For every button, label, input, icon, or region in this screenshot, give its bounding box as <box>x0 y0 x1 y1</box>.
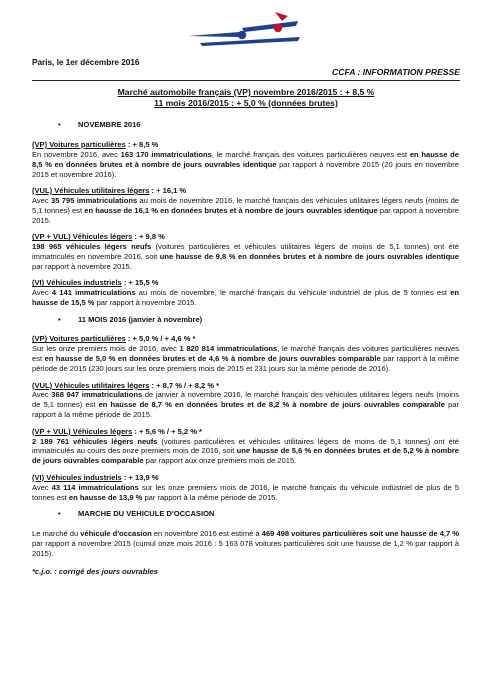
block-heading: (VUL) Véhicules utilitaires légers : + 8,7 % / + 8,2 % * <box>32 380 220 390</box>
section-heading-occasion: • MARCHE DU VEHICULE D'OCCASION <box>60 509 459 519</box>
block-11m-vul: (VUL) Véhicules utilitaires légers : + 8,7 % / + 8,2 % * Avec 368 947 immatriculations de janvier à novembre 2016, le marché français des véhicules utilitaires légers neufs (moins de 5,1 tonnes) est en hausse de 8,7 % en données brutes et de 8,2 % à nombre de jours ouvrables comparable par rapport à la même période de 2015. <box>32 380 459 420</box>
ccfa-logo <box>180 6 315 51</box>
section-heading-11-mois: • 11 MOIS 2016 (janvier à novembre) <box>60 315 459 325</box>
block-heading: (VP + VUL) Véhicules légers : + 5,6 % / + 5,2 % * <box>32 426 202 436</box>
block-11m-vp: (VP) Voitures particulières : + 5,0 % / + 4,6 % * Sur les onze premiers mois de 2016, avec 1 820 814 immatriculations, le marché français des voitures particulières neuves est en hausse de 5,0 % en données brutes et de 4,6 % à nombre de jours ouvrables comparable par rapport à la même période de 2015 (230 jours sur les onze premiers mois de 2015 et 231 jours sur la même période de 2016). <box>32 334 459 374</box>
block-heading: (VP + VUL) Véhicules légers : + 9,8 % <box>32 232 165 242</box>
press-body <box>32 120 459 577</box>
block-nov-vpvul: (VP + VUL) Véhicules légers : + 9,8 % 198 965 véhicules légers neufs (voitures particulières et véhicules utilitaires légers de moins de 5,1 tonnes) ont été immatriculés en novembre 2016, soit une hausse de 9,8 % en données brutes et à nombre de jours ouvrables identique par rapport à novembre 2015. <box>32 232 459 271</box>
title-line-2: 11 mois 2016/2015 : + 5,0 % (données brutes) <box>154 98 338 108</box>
header-divider <box>32 80 460 81</box>
block-11m-vi: (VI) Véhicules industriels : + 13,9 % Avec 43 114 immatriculations sur les onze premiers mois de 2016, le marché français du véhicule industriel de plus de 5 tonnes est en hausse de 13,9 % par rapport à la même période de 2015. <box>32 472 459 502</box>
block-nov-vp: (VP) Voitures particulières : + 8,5 % En novembre 2016, avec 163 170 immatriculations, le marché français des voitures particulières neuves est en hausse de 8,5 % en données brutes et à nombre de jours ouvrables identique par rapport à novembre 2015 (20 jours en novembre 2015 et novembre 2016). <box>32 139 459 179</box>
block-occasion: Le marché du véhicule d'occasion en novembre 2016 est estimé à 469 498 voitures particulières soit une hausse de 4,7 % par rapport à novembre 2015 (cumul onze mois 2016 : 5 163 078 voitures particulières soit une hausse de 1,2 % par rapport à 2015). <box>32 528 460 558</box>
block-nov-vi: (VI) Véhicules industriels : + 15,5 % Avec 4 141 immatriculations au mois de novembre, le marché français du véhicule industriel de plus de 5 tonnes est en hausse de 15,5 % par rapport à novembre 2015. <box>32 278 459 308</box>
block-heading: (VI) Véhicules industriels : + 13,9 % <box>32 472 159 482</box>
block-nov-vul: (VUL) Véhicules utilitaires légers : + 16,1 % Avec 35 795 immatriculations au mois de novembre 2016, le marché français des véhicules utilitaires légers neufs (moins de 5,1 tonnes) est en hausse de 16,1 % en données brutes et à nombre de jours ouvrables identique par rapport à novembre 2015. <box>32 186 459 225</box>
block-heading: (VP) Voitures particulières : + 8,5 % <box>32 139 159 149</box>
title-line-1: Marché automobile français (VP) novembre 2016/2015 : + 8,5 % <box>117 87 375 97</box>
ccfa-info-presse: CCFA : INFORMATION PRESSE <box>332 67 460 77</box>
press-title <box>32 87 460 109</box>
block-heading: (VP) Voitures particulières : + 5,0 % / + 4,6 % * <box>32 334 196 344</box>
release-date: Paris, le 1er décembre 2016 <box>32 58 140 67</box>
block-11m-vpvul: (VP + VUL) Véhicules légers : + 5,6 % / + 5,2 % * 2 189 761 véhicules légers neufs (voitures particulières et véhicules utilitaires légers de moins de 5,1 tonnes) ont été immatriculés au cours des onze premiers mois de 2016, soit une hausse de 5,6 % en données brutes et de 5,2 % à nombre de jours ouvrables comparable par rapport aux onze premiers mois de 2015. <box>32 426 460 466</box>
block-heading: (VUL) Véhicules utilitaires légers : + 16,1 % <box>32 186 187 196</box>
section-heading-novembre: • NOVEMBRE 2016 <box>60 120 459 130</box>
block-heading: (VI) Véhicules industriels : + 15,5 % <box>32 278 159 288</box>
footnote-cjo: *c.j.o. : corrigé des jours ouvrables <box>32 566 158 576</box>
